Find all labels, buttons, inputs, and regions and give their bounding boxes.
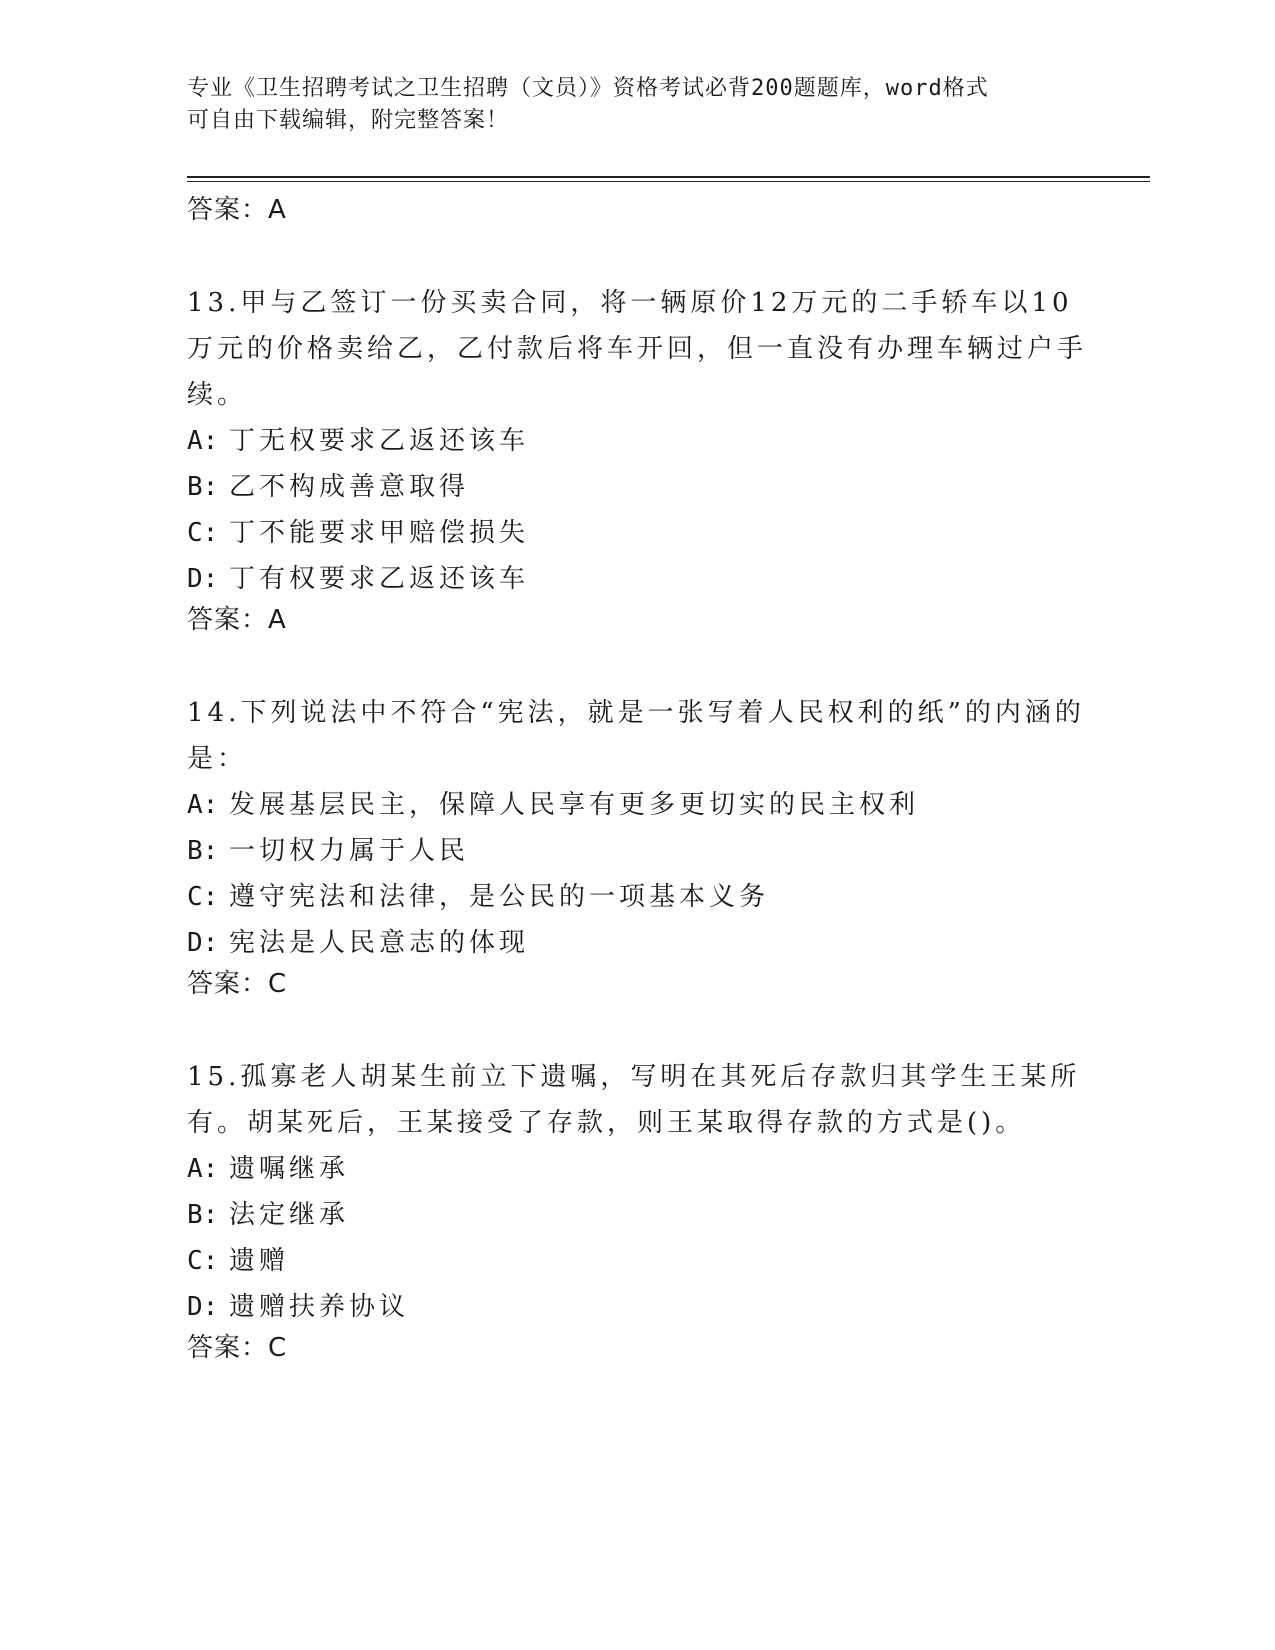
option-text: 一切权力属于人民 bbox=[229, 836, 470, 866]
option-b bbox=[187, 464, 1087, 510]
option-b bbox=[187, 1192, 1087, 1238]
option-key: A: bbox=[187, 426, 219, 456]
header-rule-thick bbox=[187, 176, 1150, 178]
header-line-2: 可自由下载编辑，附完整答案！ bbox=[187, 108, 510, 133]
previous-answer: 答案：A bbox=[187, 195, 287, 225]
option-c bbox=[187, 510, 1087, 556]
option-key: D: bbox=[187, 928, 219, 958]
question-stem: 13.甲与乙签订一份买卖合同，将一辆原价12万元的二手轿车以10万元的价格卖给乙，乙付款后将车开回，但一直没有办理车辆过户手续。 bbox=[187, 288, 1088, 410]
option-key: B: bbox=[187, 836, 219, 866]
question-14 bbox=[187, 690, 1087, 1002]
option-text: 遵守宪法和法律，是公民的一项基本义务 bbox=[229, 882, 770, 912]
option-key: C: bbox=[187, 882, 219, 912]
option-key: B: bbox=[187, 472, 219, 502]
option-a bbox=[187, 1146, 1087, 1192]
option-text: 法定继承 bbox=[229, 1200, 350, 1230]
option-c bbox=[187, 1238, 1087, 1284]
option-key: C: bbox=[187, 1246, 219, 1276]
option-text: 遗赠扶养协议 bbox=[229, 1292, 410, 1322]
option-d bbox=[187, 1284, 1087, 1330]
option-key: D: bbox=[187, 1292, 219, 1322]
option-key: A: bbox=[187, 790, 219, 820]
header-rule-thin bbox=[187, 181, 1150, 182]
answer-line: 答案：C bbox=[187, 1333, 288, 1363]
option-key: C: bbox=[187, 518, 219, 548]
header-line-1: 专业《卫生招聘考试之卫生招聘（文员）》资格考试必背200题题库，word格式 bbox=[187, 76, 989, 101]
option-text: 丁无权要求乙返还该车 bbox=[229, 426, 530, 456]
option-text: 发展基层民主，保障人民享有更多更切实的民主权利 bbox=[229, 790, 920, 820]
answer-line: 答案：C bbox=[187, 969, 288, 999]
option-a bbox=[187, 782, 1087, 828]
question-list bbox=[187, 192, 1087, 1366]
question-stem: 15.孤寡老人胡某生前立下遗嘱，写明在其死后存款归其学生王某所有。胡某死后，王某接受了存款，则王某取得存款的方式是()。 bbox=[187, 1062, 1081, 1138]
option-key: A: bbox=[187, 1154, 219, 1184]
option-text: 遗嘱继承 bbox=[229, 1154, 350, 1184]
question-stem: 14.下列说法中不符合“宪法，就是一张写着人民权利的纸”的内涵的是： bbox=[187, 698, 1085, 774]
option-text: 丁有权要求乙返还该车 bbox=[229, 564, 530, 594]
option-key: B: bbox=[187, 1200, 219, 1230]
option-c bbox=[187, 874, 1087, 920]
option-a bbox=[187, 418, 1087, 464]
option-text: 遗赠 bbox=[229, 1246, 290, 1276]
option-text: 宪法是人民意志的体现 bbox=[229, 928, 530, 958]
document-header bbox=[187, 73, 1087, 137]
answer-line: 答案：A bbox=[187, 605, 287, 635]
question-13 bbox=[187, 280, 1087, 638]
option-text: 乙不构成善意取得 bbox=[229, 472, 470, 502]
question-15 bbox=[187, 1054, 1087, 1366]
option-key: D: bbox=[187, 564, 219, 594]
option-d bbox=[187, 556, 1087, 602]
option-b bbox=[187, 828, 1087, 874]
option-d bbox=[187, 920, 1087, 966]
option-text: 丁不能要求甲赔偿损失 bbox=[229, 518, 530, 548]
